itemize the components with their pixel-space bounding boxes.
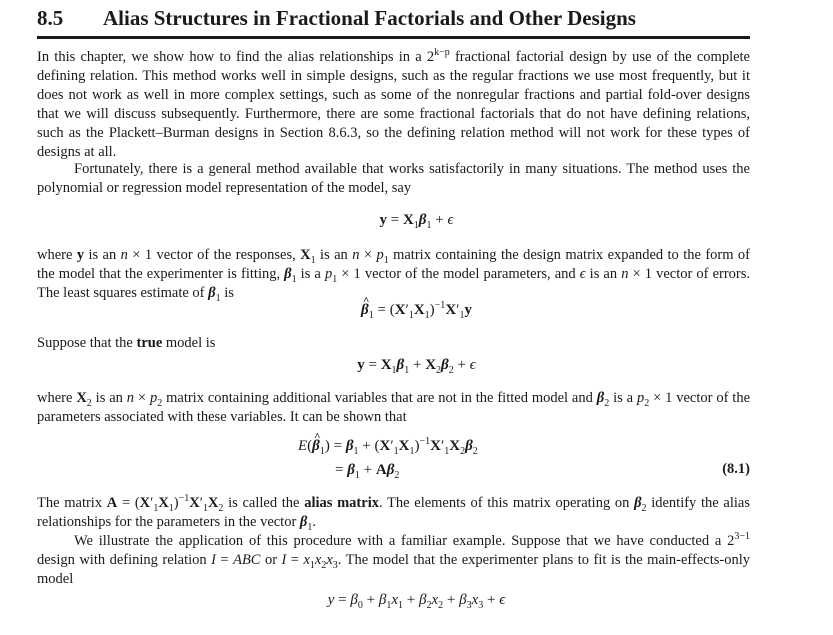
section-title: Alias Structures in Fractional Factorials and Other Designs: [103, 6, 636, 30]
paragraph-intro: In this chapter, we show how to find the alias relationships in a $2^{k-p}$ fractional factorial design by use of the complete defining relation. This method works well in simple designs, such as the regular fractions we use most frequently, but it does not work as well in more complex settings, such as some of the nonregular fractions and partial fold-over designs that we will discuss subsequently. Furthermore, there are some fractional factorials that do not have defining relations, such as the Plackett–Burman designs in Section 8.6.3, so the defining relation method will not work for these types of designs at all.: [37, 47, 750, 160]
equation-expectation-line1: E(^ $\beta_1) = \beta_1 + (X'_1X_1)^{-1}X'_1X_2\beta_2$: [298, 436, 478, 456]
section-number: 8.5: [37, 6, 64, 30]
paragraph-example: We illustrate the application of this procedure with a familiar example. Suppose that we have conducted a $2^{3-1}$ design with defining relation I = ABC or $I = x_1x_2x_3$. The model that the experimenter plans to fit is the main-effects-only model: [37, 531, 750, 587]
paragraph-definitions: where y is an n × 1 vector of the responses, $X_1$ is an $n \times p_1$ matrix containing the design matrix expanded to the form of the model that the experimenter is fitting, $\beta_1$ is a $p_1 \times 1$ vector of the model parameters, and ϵ is an n × 1 vector of errors. The least squares estimate of $\beta_1$ is: [37, 247, 751, 304]
section-heading: [37, 6, 750, 39]
equation-least-squares: ^ $\beta_1 = (X'_1X_1)^{-1}X'_1y$: [0, 300, 833, 320]
paragraph-alias-matrix: The matrix $A = (X'_1X_1)^{-1}X'_1X_2$ is called the alias matrix. The elements of this matrix operating on $\beta_2$ identify the alias relationships for the parameters in the vector $\beta_1$.: [37, 493, 750, 533]
paragraph-true-model: Suppose that the true model is: [37, 335, 216, 351]
paragraph-x2-definition: where $X_2$ is an $n \times p_2$ matrix containing additional variables that are not in the fitted model and $\beta_2$ is a $p_2 \times 1$ vector of the parameters associated with these variables. It can be shown that: [37, 390, 751, 425]
equation-regression-model: $y = X_1\beta_1 + \epsilon$: [379, 212, 454, 231]
equation-main-effects-model: $y = \beta_0 + \beta_1x_1 + \beta_2x_2 + \beta_3x_3 + \epsilon$: [327, 592, 506, 611]
equation-number: (8.1): [722, 461, 750, 477]
equation-true-model: $y = X_1\beta_1 + X_2\beta_2 + \epsilon$: [357, 357, 476, 376]
paragraph-method: Fortunately, there is a general method available that works satisfactorily in many situations. The method uses the polynomial or regression model representation of the model, say: [37, 161, 750, 196]
equation-expectation-line2: = $\beta_1 + A\beta_2$: [335, 462, 400, 481]
